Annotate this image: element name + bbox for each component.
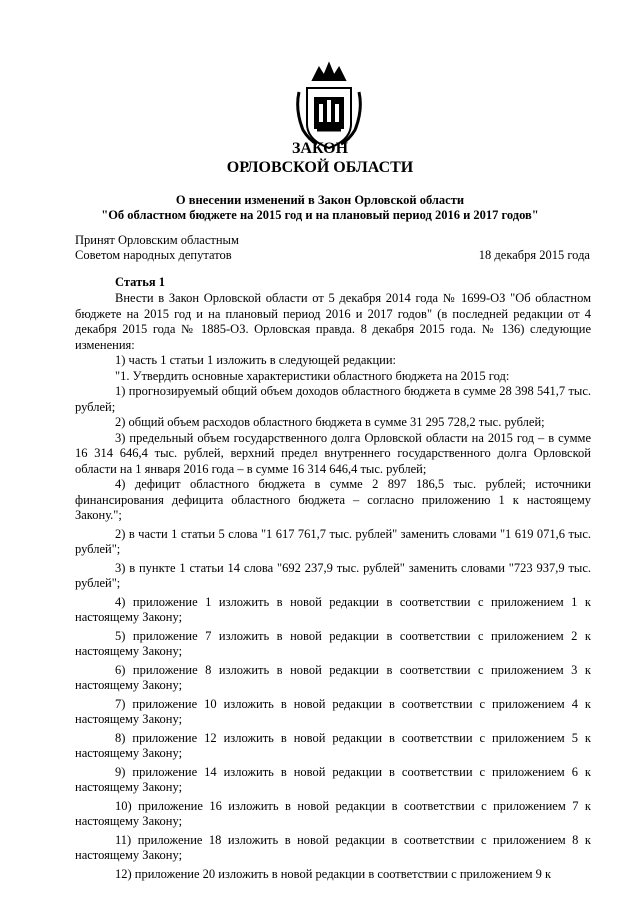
paragraph: 1) прогнозируемый общий объем доходов областного бюджета в сумме 28 398 541,7 тыс. рублей; [75,384,591,414]
adoption-line: Принят Орловским областным [75,233,239,247]
paragraph: 10) приложение 16 изложить в новой редакции в соответствии с приложением 7 к настоящему Закону; [75,798,591,828]
paragraph: 1) часть 1 статьи 1 изложить в следующей редакции: [115,353,397,367]
article-body [75,291,591,882]
paragraph: 2) в части 1 статьи 5 слова "1 617 761,7 тыс. рублей" заменить словами "1 619 071,6 тыс. рублей"; [75,526,591,556]
document-region-title: ОРЛОВСКОЙ ОБЛАСТИ [226,159,414,176]
coat-of-arms-icon [293,60,365,152]
article-heading: Статья 1 [115,275,165,289]
paragraph: 12) приложение 20 изложить в новой редакции в соответствии с приложением 9 к [115,866,552,881]
document-subtitle-line2: "Об областном бюджете на 2015 год и на плановый период 2016 и 2017 годов" [101,208,539,222]
adoption-info [75,233,239,263]
adoption-date: 18 декабря 2015 года [478,248,590,262]
paragraph: 11) приложение 18 изложить в новой редакции в соответствии с приложением 8 к настоящему Закону; [75,832,591,862]
paragraph: 5) приложение 7 изложить в новой редакции в соответствии с приложением 2 к настоящему Закону; [75,628,591,658]
document-title: ЗАКОН [291,140,349,157]
paragraph: 4) дефицит областного бюджета в сумме 2 897 186,5 тыс. рублей; источники финансирования дефицита областного бюджета – согласно приложению 1 к настоящему Закону."; [75,477,591,522]
document-subtitle-line1: О внесении изменений в Закон Орловской области [175,193,465,207]
paragraph: 9) приложение 14 изложить в новой редакции в соответствии с приложением 6 к настоящему Закону; [75,764,591,794]
paragraph: Внести в Закон Орловской области от 5 декабря 2014 года № 1699-ОЗ "Об областном бюджете на 2015 год и на плановый период 2016 и 2017 годов" (в последней редакции от 4 декабря 2015 года № 1885-ОЗ. Орловская правда. 8 декабря 2015 года. № 136) следующие изменения: [75,291,591,352]
paragraph: 7) приложение 10 изложить в новой редакции в соответствии с приложением 4 к настоящему Закону; [75,696,591,726]
paragraph: 3) в пункте 1 статьи 14 слова "692 237,9 тыс. рублей" заменить словами "723 937,9 тыс. рублей"; [75,560,591,590]
paragraph: 3) предельный объем государственного долга Орловской области на 2015 год – в сумме 16 314 646,4 тыс. рублей, верхний предел внутреннего государственного долга Орловской области на 1 января 2016 года – в сумме 16 314 646,4 тыс. рублей; [75,430,591,476]
paragraph: 2) общий объем расходов областного бюджета в сумме 31 295 728,2 тыс. рублей; [115,415,545,429]
paragraph: 6) приложение 8 изложить в новой редакции в соответствии с приложением 3 к настоящему Закону; [75,662,591,692]
paragraph: 8) приложение 12 изложить в новой редакции в соответствии с приложением 5 к настоящему Закону; [75,730,591,760]
adoption-line: Советом народных депутатов [75,248,232,262]
paragraph: "1. Утвердить основные характеристики областного бюджета на 2015 год: [115,368,510,383]
paragraph: 4) приложение 1 изложить в новой редакции в соответствии с приложением 1 к настоящему Закону; [75,594,591,624]
